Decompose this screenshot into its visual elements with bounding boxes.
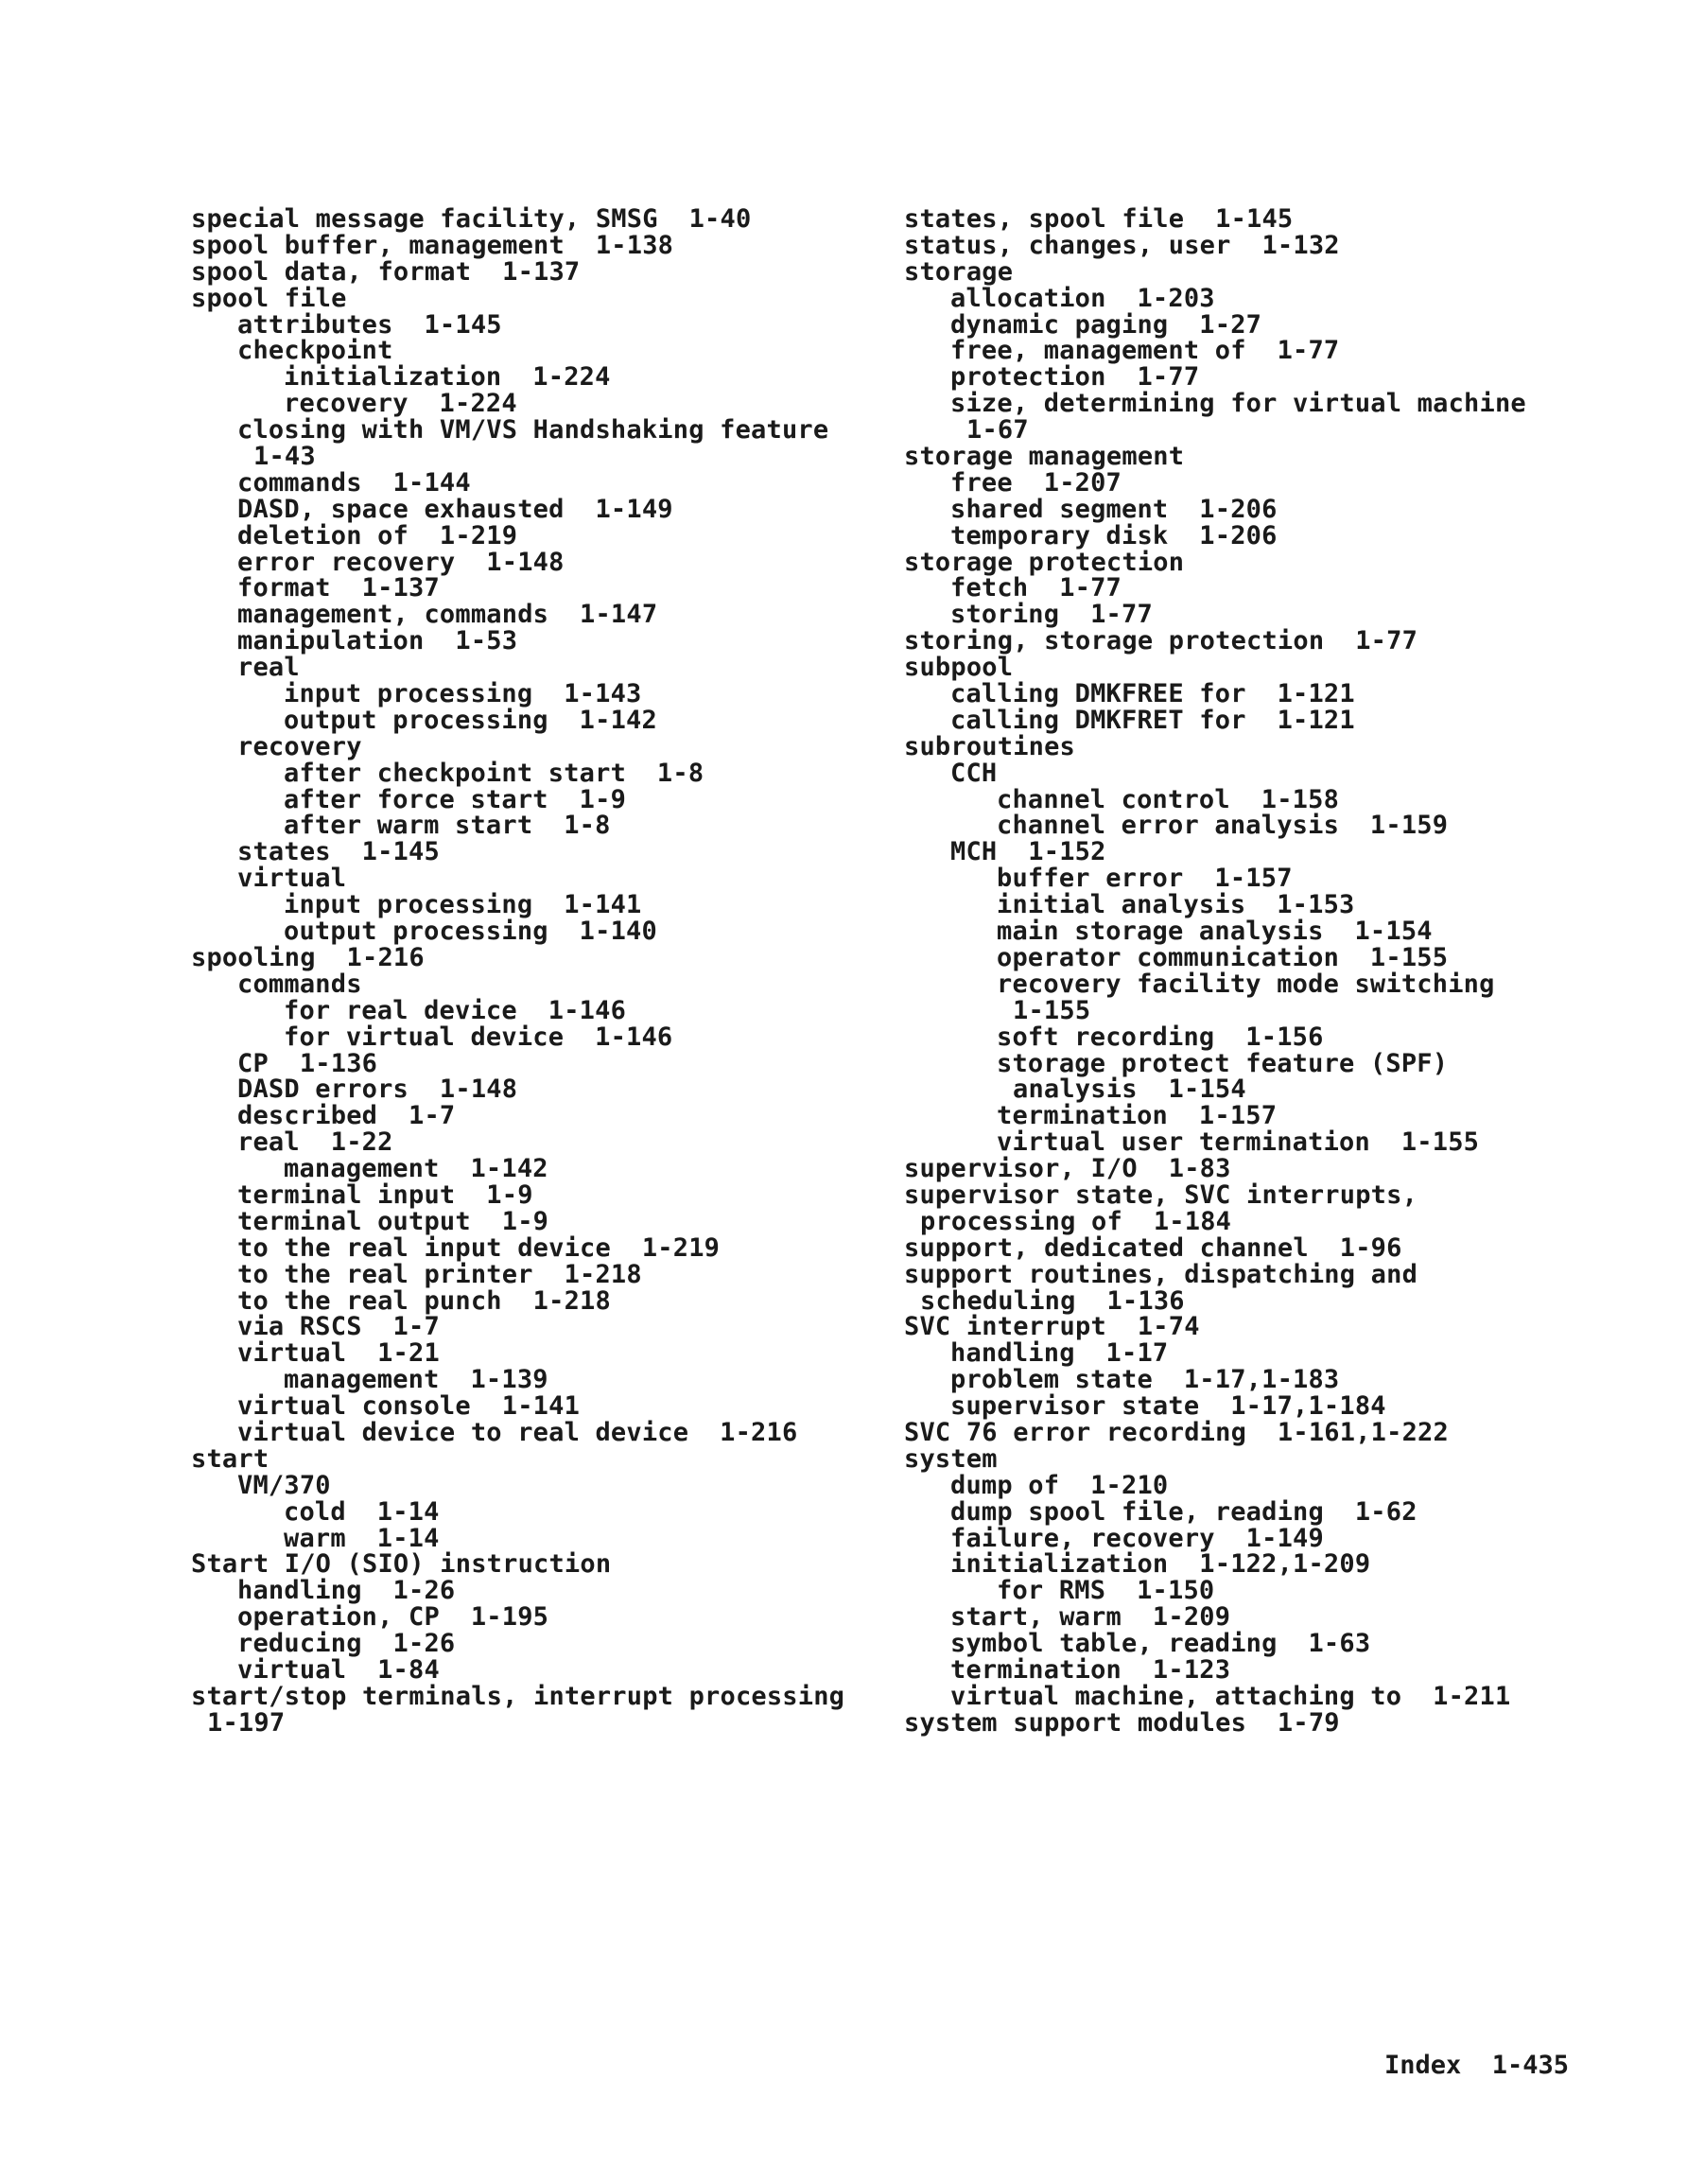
index-entry: error recovery 1-148 bbox=[237, 547, 565, 577]
index-entry: via RSCS 1-7 bbox=[237, 1312, 440, 1342]
index-entry: fetch 1-77 bbox=[950, 573, 1122, 603]
index-entry: free, management of 1-77 bbox=[950, 336, 1340, 366]
index-entry: SVC 76 error recording 1-161,1-222 bbox=[904, 1417, 1449, 1447]
index-entry: spool file bbox=[191, 283, 347, 313]
index-entry: management, commands 1-147 bbox=[237, 600, 658, 630]
index-entry: handling 1-26 bbox=[237, 1576, 456, 1606]
index-entry: temporary disk 1-206 bbox=[950, 520, 1278, 550]
index-entry: supervisor state 1-17,1-184 bbox=[950, 1391, 1386, 1422]
index-entry: virtual user termination 1-155 bbox=[997, 1127, 1480, 1158]
page-footer: Index 1-435 bbox=[1384, 2051, 1570, 2080]
index-entry: MCH 1-152 bbox=[950, 837, 1106, 867]
index-entry: for virtual device 1-146 bbox=[284, 1022, 673, 1052]
index-entry: termination 1-157 bbox=[997, 1101, 1278, 1131]
index-entry: real bbox=[237, 653, 300, 683]
index-entry: deletion of 1-219 bbox=[237, 520, 518, 550]
index-entry: checkpoint bbox=[237, 336, 393, 366]
index-entry: Start I/O (SIO) instruction bbox=[191, 1549, 612, 1580]
index-entry: storage management bbox=[904, 442, 1185, 472]
index-entry: soft recording 1-156 bbox=[997, 1022, 1324, 1052]
index-entry: supervisor, I/O 1-83 bbox=[904, 1154, 1231, 1184]
index-entry: management 1-142 bbox=[284, 1154, 548, 1184]
index-entry: to the real punch 1-218 bbox=[237, 1285, 611, 1316]
index-entry: terminal input 1-9 bbox=[237, 1179, 533, 1210]
index-entry: operator communication 1-155 bbox=[997, 942, 1449, 972]
index-entry: processing of 1-184 bbox=[920, 1206, 1232, 1236]
index-entry: support routines, dispatching and bbox=[904, 1259, 1418, 1289]
index-entry: allocation 1-203 bbox=[950, 283, 1215, 313]
index-entry: special message facility, SMSG 1-40 bbox=[191, 204, 752, 234]
index-entry: for real device 1-146 bbox=[284, 995, 627, 1025]
index-entry: support, dedicated channel 1-96 bbox=[904, 1232, 1402, 1263]
index-entry: storage protection bbox=[904, 547, 1185, 577]
index-column-left bbox=[191, 206, 891, 1737]
index-entry: manipulation 1-53 bbox=[237, 626, 518, 656]
index-entry: storing 1-77 bbox=[950, 600, 1153, 630]
index-entry: shared segment 1-206 bbox=[950, 494, 1278, 524]
index-entry: initial analysis 1-153 bbox=[997, 890, 1355, 920]
index-entry: virtual console 1-141 bbox=[237, 1391, 581, 1422]
index-entry: states, spool file 1-145 bbox=[904, 204, 1294, 234]
index-entry: virtual device to real device 1-216 bbox=[237, 1417, 798, 1447]
index-entry: operation, CP 1-195 bbox=[237, 1602, 549, 1633]
index-entry: real 1-22 bbox=[237, 1127, 393, 1158]
index-entry: initialization 1-122,1-209 bbox=[950, 1549, 1371, 1580]
index-entry: after checkpoint start 1-8 bbox=[284, 758, 704, 788]
index-entry: reducing 1-26 bbox=[237, 1629, 456, 1659]
index-entry: 1-43 bbox=[253, 442, 316, 472]
index-entry: termination 1-123 bbox=[950, 1654, 1231, 1685]
index-entry: to the real printer 1-218 bbox=[237, 1259, 642, 1289]
index-entry: failure, recovery 1-149 bbox=[950, 1523, 1324, 1553]
index-entry: input processing 1-143 bbox=[284, 679, 642, 709]
index-entry: output processing 1-142 bbox=[284, 705, 657, 735]
index-entry: problem state 1-17,1-183 bbox=[950, 1365, 1340, 1395]
index-entry: virtual bbox=[237, 864, 347, 894]
index-entry: start bbox=[191, 1443, 270, 1474]
index-entry: 1-197 bbox=[207, 1707, 286, 1738]
index-entry: calling DMKFREE for 1-121 bbox=[950, 679, 1355, 709]
index-entry: for RMS 1-150 bbox=[997, 1576, 1215, 1606]
index-entry: storage bbox=[904, 256, 1014, 287]
index-entry: calling DMKFRET for 1-121 bbox=[950, 705, 1355, 735]
index-entry: 1-67 bbox=[966, 415, 1029, 446]
index-entry: commands 1-144 bbox=[237, 467, 471, 498]
index-entry: storage protect feature (SPF) bbox=[997, 1048, 1449, 1078]
index-entry: closing with VM/VS Handshaking feature bbox=[237, 415, 829, 446]
index-entry: virtual 1-21 bbox=[237, 1338, 440, 1369]
index-entry: dump spool file, reading 1-62 bbox=[950, 1496, 1417, 1527]
index-entry: subroutines bbox=[904, 731, 1076, 761]
index-entry: initialization 1-224 bbox=[284, 362, 611, 393]
index-entry: to the real input device 1-219 bbox=[237, 1232, 721, 1263]
index-entry: free 1-207 bbox=[950, 467, 1122, 498]
index-entry: scheduling 1-136 bbox=[920, 1285, 1185, 1316]
index-entry: buffer error 1-157 bbox=[997, 864, 1293, 894]
index-entry: supervisor state, SVC interrupts, bbox=[904, 1179, 1418, 1210]
index-entry: after force start 1-9 bbox=[284, 784, 627, 814]
index-column-right bbox=[904, 206, 1661, 1737]
index-entry: system support modules 1-79 bbox=[904, 1707, 1340, 1738]
index-entry: channel error analysis 1-159 bbox=[997, 811, 1449, 841]
index-entry: start, warm 1-209 bbox=[950, 1602, 1231, 1633]
index-entry: channel control 1-158 bbox=[997, 784, 1340, 814]
index-entry: format 1-137 bbox=[237, 573, 440, 603]
index-entry: states 1-145 bbox=[237, 837, 440, 867]
index-entry: recovery facility mode switching bbox=[997, 969, 1495, 999]
index-entry: handling 1-17 bbox=[950, 1338, 1169, 1369]
index-entry: virtual 1-84 bbox=[237, 1654, 440, 1685]
index-entry: input processing 1-141 bbox=[284, 890, 642, 920]
index-entry: dump of 1-210 bbox=[950, 1470, 1169, 1500]
index-entry: terminal output 1-9 bbox=[237, 1206, 549, 1236]
index-entry: subpool bbox=[904, 653, 1014, 683]
index-entry: SVC interrupt 1-74 bbox=[904, 1312, 1200, 1342]
index-entry: DASD, space exhausted 1-149 bbox=[237, 494, 673, 524]
index-entry: VM/370 bbox=[237, 1470, 331, 1500]
index-entry: management 1-139 bbox=[284, 1365, 548, 1395]
index-entry: main storage analysis 1-154 bbox=[997, 917, 1433, 947]
index-entry: symbol table, reading 1-63 bbox=[950, 1629, 1371, 1659]
index-entry: CCH bbox=[950, 758, 998, 788]
index-entry: status, changes, user 1-132 bbox=[904, 230, 1340, 260]
index-entry: start/stop terminals, interrupt processing bbox=[191, 1681, 845, 1711]
index-entry: virtual machine, attaching to 1-211 bbox=[950, 1681, 1511, 1711]
index-entry: warm 1-14 bbox=[284, 1523, 440, 1553]
index-entry: described 1-7 bbox=[237, 1101, 456, 1131]
index-entry: dynamic paging 1-27 bbox=[950, 309, 1262, 340]
index-entry: system bbox=[904, 1443, 998, 1474]
index-entry: DASD errors 1-148 bbox=[237, 1075, 518, 1105]
index-entry: output processing 1-140 bbox=[284, 917, 657, 947]
index-entry: protection 1-77 bbox=[950, 362, 1200, 393]
index-entry: 1-155 bbox=[1013, 995, 1091, 1025]
index-entry: analysis 1-154 bbox=[1013, 1075, 1246, 1105]
index-entry: cold 1-14 bbox=[284, 1496, 440, 1527]
index-entry: spool buffer, management 1-138 bbox=[191, 230, 674, 260]
index-entry: spool data, format 1-137 bbox=[191, 256, 581, 287]
index-entry: recovery 1-224 bbox=[284, 389, 517, 419]
index-entry: recovery bbox=[237, 731, 362, 761]
index-entry: storing, storage protection 1-77 bbox=[904, 626, 1418, 656]
index-entry: size, determining for virtual machine bbox=[950, 389, 1526, 419]
index-entry: attributes 1-145 bbox=[237, 309, 502, 340]
index-entry: commands bbox=[237, 969, 362, 999]
index-entry: CP 1-136 bbox=[237, 1048, 378, 1078]
index-entry: after warm start 1-8 bbox=[284, 811, 611, 841]
index-entry: spooling 1-216 bbox=[191, 942, 425, 972]
